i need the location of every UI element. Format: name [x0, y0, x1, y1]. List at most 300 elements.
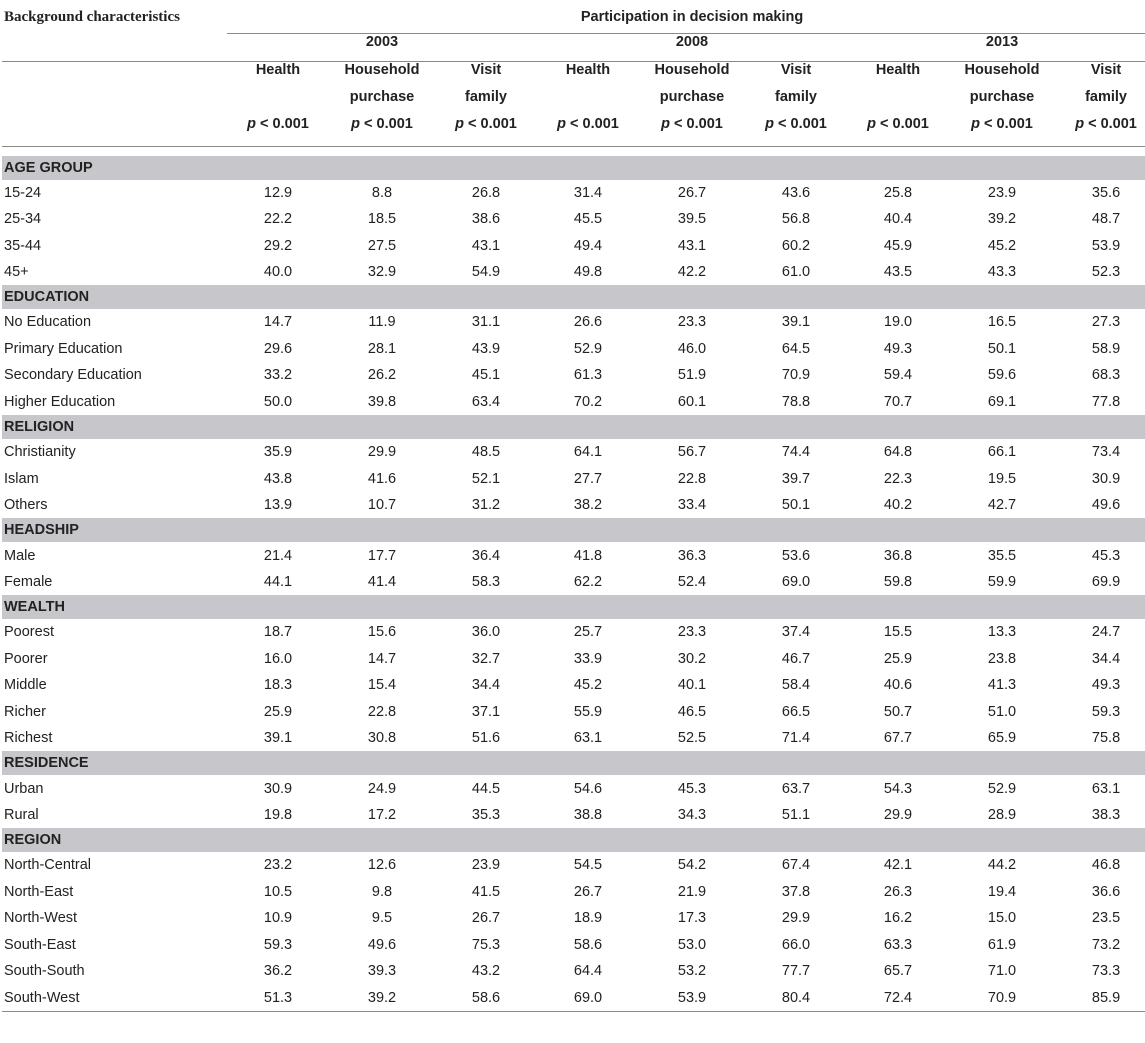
section-title: RELIGION [2, 415, 1145, 439]
table-row [2, 180, 1145, 206]
value-cell: 43.2 [471, 963, 501, 980]
p-symbol: p [557, 115, 567, 132]
value-cell: 39.7 [781, 470, 811, 487]
value-cell: 24.7 [1091, 624, 1121, 641]
value-cell: 10.9 [263, 910, 293, 927]
value-cell: 52.5 [677, 730, 707, 747]
table-row [2, 775, 1145, 801]
subcol-heading-line2 [227, 89, 329, 116]
section-title: REGION [2, 828, 1145, 852]
value-cell: 39.5 [677, 211, 707, 228]
value-cell: 75.3 [471, 936, 501, 953]
value-cell: 77.7 [781, 963, 811, 980]
value-cell: 43.3 [987, 264, 1017, 281]
value-cell: 49.3 [883, 340, 913, 357]
value-cell: 70.2 [573, 393, 603, 410]
value-cell: 75.8 [1091, 730, 1121, 747]
value-cell: 41.6 [367, 470, 397, 487]
value-cell: 73.2 [1091, 936, 1121, 953]
value-cell: 73.3 [1091, 963, 1121, 980]
value-cell: 19.5 [987, 470, 1017, 487]
year-heading-2008: 2008 [537, 33, 847, 61]
value-cell: 85.9 [1055, 984, 1145, 1011]
value-cell: 55.9 [573, 703, 603, 720]
value-cell: 45.5 [573, 211, 603, 228]
value-cell: 77.8 [1091, 393, 1121, 410]
value-cell: 39.1 [263, 730, 293, 747]
subcol-heading-line1: Health [537, 61, 639, 89]
value-cell: 49.6 [367, 936, 397, 953]
subcol-heading-line2: purchase [969, 88, 1035, 105]
subcol-heading-line1: Health [847, 61, 949, 89]
value-cell: 59.3 [1091, 703, 1121, 720]
value-cell: 34.4 [471, 677, 501, 694]
value-cell: 49.3 [1091, 677, 1121, 694]
value-cell: 37.8 [781, 883, 811, 900]
year-heading-2013: 2013 [847, 33, 1145, 61]
subcol-heading-line1: Household [949, 61, 1055, 89]
p-value [949, 116, 1055, 147]
value-cell: 15.6 [367, 624, 397, 641]
subcol-heading-line1: Household [329, 61, 435, 89]
value-cell: 14.7 [263, 314, 293, 331]
section-header-row [2, 828, 1145, 852]
value-cell: 16.5 [987, 314, 1017, 331]
row-label: Poorer [4, 650, 48, 667]
value-cell: 10.7 [367, 497, 397, 514]
value-cell: 31.4 [573, 184, 603, 201]
row-label: South-West [2, 984, 227, 1011]
value-cell: 59.6 [987, 367, 1017, 384]
value-cell: 66.5 [781, 703, 811, 720]
value-cell: 53.6 [781, 547, 811, 564]
p-value [227, 116, 329, 147]
p-symbol: p [661, 115, 671, 132]
value-cell: 45.2 [987, 237, 1017, 254]
value-cell: 36.0 [471, 624, 501, 641]
row-label: North-West [4, 910, 78, 927]
section-title: HEADSHIP [2, 518, 1145, 542]
value-cell: 59.9 [987, 573, 1017, 590]
value-cell: 58.4 [781, 677, 811, 694]
value-cell: 22.8 [677, 470, 707, 487]
row-label: Middle [4, 677, 47, 694]
value-cell: 43.8 [263, 470, 293, 487]
value-cell: 33.4 [677, 497, 707, 514]
table-row [2, 259, 1145, 285]
value-cell: 17.7 [367, 547, 397, 564]
section-title: WEALTH [2, 595, 1145, 619]
row-label: Female [4, 573, 53, 590]
table-row [2, 206, 1145, 232]
row-label: South-East [4, 936, 76, 953]
value-cell: 54.6 [573, 780, 603, 797]
value-cell: 58.6 [573, 936, 603, 953]
value-cell: 63.7 [781, 780, 811, 797]
value-cell: 52.9 [987, 780, 1017, 797]
value-cell: 8.8 [371, 184, 393, 201]
value-cell: 37.4 [781, 624, 811, 641]
value-cell: 26.7 [471, 910, 501, 927]
value-cell: 17.3 [677, 910, 707, 927]
value-cell: 39.1 [781, 314, 811, 331]
value-cell: 21.4 [263, 547, 293, 564]
p-threshold: < 0.001 [566, 115, 619, 132]
value-cell: 63.3 [883, 936, 913, 953]
value-cell: 39.2 [987, 211, 1017, 228]
value-cell: 36.4 [471, 547, 501, 564]
value-cell: 51.9 [677, 367, 707, 384]
value-cell: 15.5 [883, 624, 913, 641]
value-cell: 64.8 [883, 444, 913, 461]
value-cell: 29.6 [263, 340, 293, 357]
value-cell: 26.7 [677, 184, 707, 201]
value-cell: 50.0 [263, 393, 293, 410]
value-cell: 32.9 [367, 264, 397, 281]
value-cell: 54.9 [471, 264, 501, 281]
row-label: North-Central [4, 857, 92, 874]
value-cell: 51.6 [471, 730, 501, 747]
value-cell: 40.1 [677, 677, 707, 694]
p-symbol: p [971, 115, 981, 132]
section-title: RESIDENCE [2, 751, 1145, 775]
value-cell: 36.8 [883, 547, 913, 564]
value-cell: 50.1 [987, 340, 1017, 357]
value-cell: 23.3 [677, 624, 707, 641]
value-cell: 72.4 [847, 984, 949, 1011]
table-row [2, 725, 1145, 751]
p-value [639, 116, 745, 147]
year-heading-2003: 2003 [227, 33, 537, 61]
row-label: Islam [4, 470, 39, 487]
value-cell: 9.5 [371, 910, 393, 927]
table-row [2, 852, 1145, 878]
subcol-heading-line2: purchase [349, 88, 415, 105]
value-cell: 56.7 [677, 444, 707, 461]
value-cell: 68.3 [1091, 367, 1121, 384]
row-label: 35-44 [4, 237, 42, 254]
value-cell: 35.3 [471, 807, 501, 824]
value-cell: 43.1 [677, 237, 707, 254]
value-cell: 71.0 [987, 963, 1017, 980]
value-cell: 59.4 [883, 367, 913, 384]
value-cell: 52.1 [471, 470, 501, 487]
value-cell: 53.0 [677, 936, 707, 953]
p-threshold: < 0.001 [876, 115, 929, 132]
value-cell: 31.1 [471, 314, 501, 331]
table-row [2, 336, 1145, 362]
value-cell: 30.8 [367, 730, 397, 747]
value-cell: 28.1 [367, 340, 397, 357]
row-label: Poorest [4, 624, 54, 641]
p-value [435, 116, 537, 147]
section-header-row [2, 156, 1145, 180]
value-cell: 80.4 [745, 984, 847, 1011]
p-symbol: p [247, 115, 257, 132]
section-title: AGE GROUP [2, 156, 1145, 180]
value-cell: 29.9 [883, 807, 913, 824]
subcol-heading-line1: Health [227, 61, 329, 89]
table-row [2, 905, 1145, 931]
value-cell: 70.7 [883, 393, 913, 410]
value-cell: 22.8 [367, 703, 397, 720]
value-cell: 65.9 [987, 730, 1017, 747]
value-cell: 23.5 [1091, 910, 1121, 927]
section-header-row [2, 415, 1145, 439]
value-cell: 9.8 [371, 883, 393, 900]
table-row [2, 362, 1145, 388]
p-symbol: p [455, 115, 465, 132]
value-cell: 10.5 [263, 883, 293, 900]
value-cell: 43.9 [471, 340, 501, 357]
table-row [2, 542, 1145, 568]
value-cell: 51.3 [227, 984, 329, 1011]
value-cell: 45.3 [1091, 547, 1121, 564]
value-cell: 46.8 [1091, 857, 1121, 874]
value-cell: 44.2 [987, 857, 1017, 874]
value-cell: 48.7 [1091, 211, 1121, 228]
value-cell: 33.2 [263, 367, 293, 384]
value-cell: 14.7 [367, 650, 397, 667]
value-cell: 35.9 [263, 444, 293, 461]
value-cell: 49.4 [573, 237, 603, 254]
value-cell: 38.6 [471, 211, 501, 228]
value-cell: 22.3 [883, 470, 913, 487]
section-header-row [2, 285, 1145, 309]
value-cell: 23.3 [677, 314, 707, 331]
value-cell: 52.9 [573, 340, 603, 357]
value-cell: 54.3 [883, 780, 913, 797]
table-row [2, 232, 1145, 258]
value-cell: 38.3 [1091, 807, 1121, 824]
p-value [1055, 116, 1145, 147]
row-label: Rural [4, 807, 39, 824]
value-cell: 29.9 [367, 444, 397, 461]
value-cell: 34.3 [677, 807, 707, 824]
p-threshold: < 0.001 [360, 115, 413, 132]
value-cell: 29.2 [263, 237, 293, 254]
value-cell: 15.0 [987, 910, 1017, 927]
value-cell: 46.5 [677, 703, 707, 720]
value-cell: 69.9 [1091, 573, 1121, 590]
section-header-row [2, 595, 1145, 619]
subcol-heading-line2: family [775, 88, 817, 105]
value-cell: 12.6 [367, 857, 397, 874]
value-cell: 42.2 [677, 264, 707, 281]
value-cell: 12.9 [263, 184, 293, 201]
p-symbol: p [1075, 115, 1085, 132]
value-cell: 22.2 [263, 211, 293, 228]
value-cell: 43.1 [471, 237, 501, 254]
table-row [2, 802, 1145, 828]
value-cell: 25.9 [263, 703, 293, 720]
section-title: EDUCATION [2, 285, 1145, 309]
value-cell: 45.1 [471, 367, 501, 384]
value-cell: 45.3 [677, 780, 707, 797]
table-row [2, 492, 1145, 518]
value-cell: 39.2 [329, 984, 435, 1011]
value-cell: 59.8 [883, 573, 913, 590]
value-cell: 17.2 [367, 807, 397, 824]
value-cell: 54.5 [573, 857, 603, 874]
value-cell: 64.1 [573, 444, 603, 461]
row-label: Christianity [4, 444, 76, 461]
row-label: Male [4, 547, 36, 564]
value-cell: 41.3 [987, 677, 1017, 694]
table-row [2, 569, 1145, 595]
table-row [2, 984, 1145, 1011]
value-cell: 63.1 [1091, 780, 1121, 797]
value-cell: 41.5 [471, 883, 501, 900]
value-cell: 36.2 [263, 963, 293, 980]
value-cell: 41.8 [573, 547, 603, 564]
value-cell: 61.9 [987, 936, 1017, 953]
value-cell: 49.6 [1091, 497, 1121, 514]
value-cell: 53.9 [1091, 237, 1121, 254]
row-label: North-East [4, 883, 74, 900]
value-cell: 16.2 [883, 910, 913, 927]
value-cell: 34.4 [1091, 650, 1121, 667]
value-cell: 69.0 [781, 573, 811, 590]
row-label: No Education [4, 314, 92, 331]
value-cell: 56.8 [781, 211, 811, 228]
value-cell: 58.3 [471, 573, 501, 590]
value-cell: 43.5 [883, 264, 913, 281]
value-cell: 63.4 [471, 393, 501, 410]
value-cell: 26.8 [471, 184, 501, 201]
value-cell: 49.8 [573, 264, 603, 281]
value-cell: 70.9 [781, 367, 811, 384]
value-cell: 36.6 [1091, 883, 1121, 900]
value-cell: 58.6 [435, 984, 537, 1011]
p-threshold: < 0.001 [774, 115, 827, 132]
value-cell: 67.7 [883, 730, 913, 747]
row-label: Richest [4, 730, 53, 747]
value-cell: 73.4 [1091, 444, 1121, 461]
value-cell: 23.8 [987, 650, 1017, 667]
table-row [2, 646, 1145, 672]
value-cell: 51.0 [987, 703, 1017, 720]
value-cell: 44.5 [471, 780, 501, 797]
p-value [537, 116, 639, 147]
value-cell: 70.9 [949, 984, 1055, 1011]
value-cell: 11.9 [368, 314, 396, 331]
value-cell: 30.9 [263, 780, 293, 797]
value-cell: 66.0 [781, 936, 811, 953]
p-threshold: < 0.001 [1084, 115, 1137, 132]
subcol-heading-line2: family [465, 88, 507, 105]
value-cell: 69.0 [537, 984, 639, 1011]
row-label: Others [4, 497, 48, 514]
subcol-heading-line2: family [1085, 88, 1127, 105]
subcol-heading-line2 [847, 89, 949, 116]
p-threshold: < 0.001 [670, 115, 723, 132]
value-cell: 67.4 [781, 857, 811, 874]
subcol-heading-line1: Household [639, 61, 745, 89]
value-cell: 23.9 [987, 184, 1017, 201]
value-cell: 45.2 [573, 677, 603, 694]
table-row [2, 309, 1145, 335]
value-cell: 61.3 [573, 367, 603, 384]
value-cell: 64.4 [573, 963, 603, 980]
value-cell: 36.3 [677, 547, 707, 564]
row-label: 25-34 [4, 211, 42, 228]
value-cell: 19.8 [263, 807, 293, 824]
subcol-heading-line2: purchase [659, 88, 725, 105]
value-cell: 35.6 [1091, 184, 1121, 201]
value-cell: 51.1 [781, 807, 811, 824]
value-cell: 26.7 [573, 883, 603, 900]
value-cell: 78.8 [781, 393, 811, 410]
value-cell: 26.2 [367, 367, 397, 384]
value-cell: 45.9 [883, 237, 913, 254]
value-cell: 15.4 [367, 677, 397, 694]
value-cell: 30.9 [1091, 470, 1121, 487]
decision-making-table [2, 0, 1145, 1012]
value-cell: 37.1 [471, 703, 501, 720]
value-cell: 46.7 [781, 650, 811, 667]
row-label: Secondary Education [4, 367, 142, 384]
value-cell: 25.8 [883, 184, 913, 201]
value-cell: 18.3 [263, 677, 293, 694]
table-row [2, 465, 1145, 491]
row-label: Richer [4, 703, 46, 720]
value-cell: 40.0 [263, 264, 293, 281]
row-label: Urban [4, 780, 44, 797]
value-cell: 28.9 [987, 807, 1017, 824]
value-cell: 19.4 [987, 883, 1017, 900]
subcol-heading-line1: Visit [1055, 61, 1145, 89]
value-cell: 71.4 [781, 730, 811, 747]
value-cell: 26.6 [573, 314, 603, 331]
background-characteristics-heading: Background characteristics [4, 9, 180, 25]
value-cell: 23.9 [471, 857, 501, 874]
value-cell: 60.2 [781, 237, 811, 254]
value-cell: 61.0 [781, 264, 811, 281]
value-cell: 63.1 [573, 730, 603, 747]
value-cell: 21.9 [677, 883, 707, 900]
table-row [2, 619, 1145, 645]
value-cell: 40.4 [883, 211, 913, 228]
p-value [847, 116, 949, 147]
value-cell: 25.9 [883, 650, 913, 667]
p-symbol: p [765, 115, 775, 132]
value-cell: 65.7 [883, 963, 913, 980]
value-cell: 39.3 [367, 963, 397, 980]
table-row [2, 932, 1145, 958]
value-cell: 35.5 [987, 547, 1017, 564]
value-cell: 66.1 [987, 444, 1017, 461]
subcol-heading-line1: Visit [745, 61, 847, 89]
row-label: Higher Education [4, 393, 116, 410]
value-cell: 24.9 [367, 780, 397, 797]
p-threshold: < 0.001 [464, 115, 517, 132]
value-cell: 62.2 [573, 573, 603, 590]
value-cell: 39.8 [367, 393, 397, 410]
table-row [2, 389, 1145, 415]
subcol-heading-line1: Visit [435, 61, 537, 89]
table-header [2, 0, 1145, 156]
value-cell: 69.1 [987, 393, 1017, 410]
value-cell: 64.5 [781, 340, 811, 357]
value-cell: 43.6 [781, 184, 811, 201]
p-threshold: < 0.001 [256, 115, 309, 132]
p-value [329, 116, 435, 147]
value-cell: 18.5 [367, 211, 397, 228]
value-cell: 40.2 [883, 497, 913, 514]
value-cell: 27.5 [367, 237, 397, 254]
p-symbol: p [867, 115, 877, 132]
